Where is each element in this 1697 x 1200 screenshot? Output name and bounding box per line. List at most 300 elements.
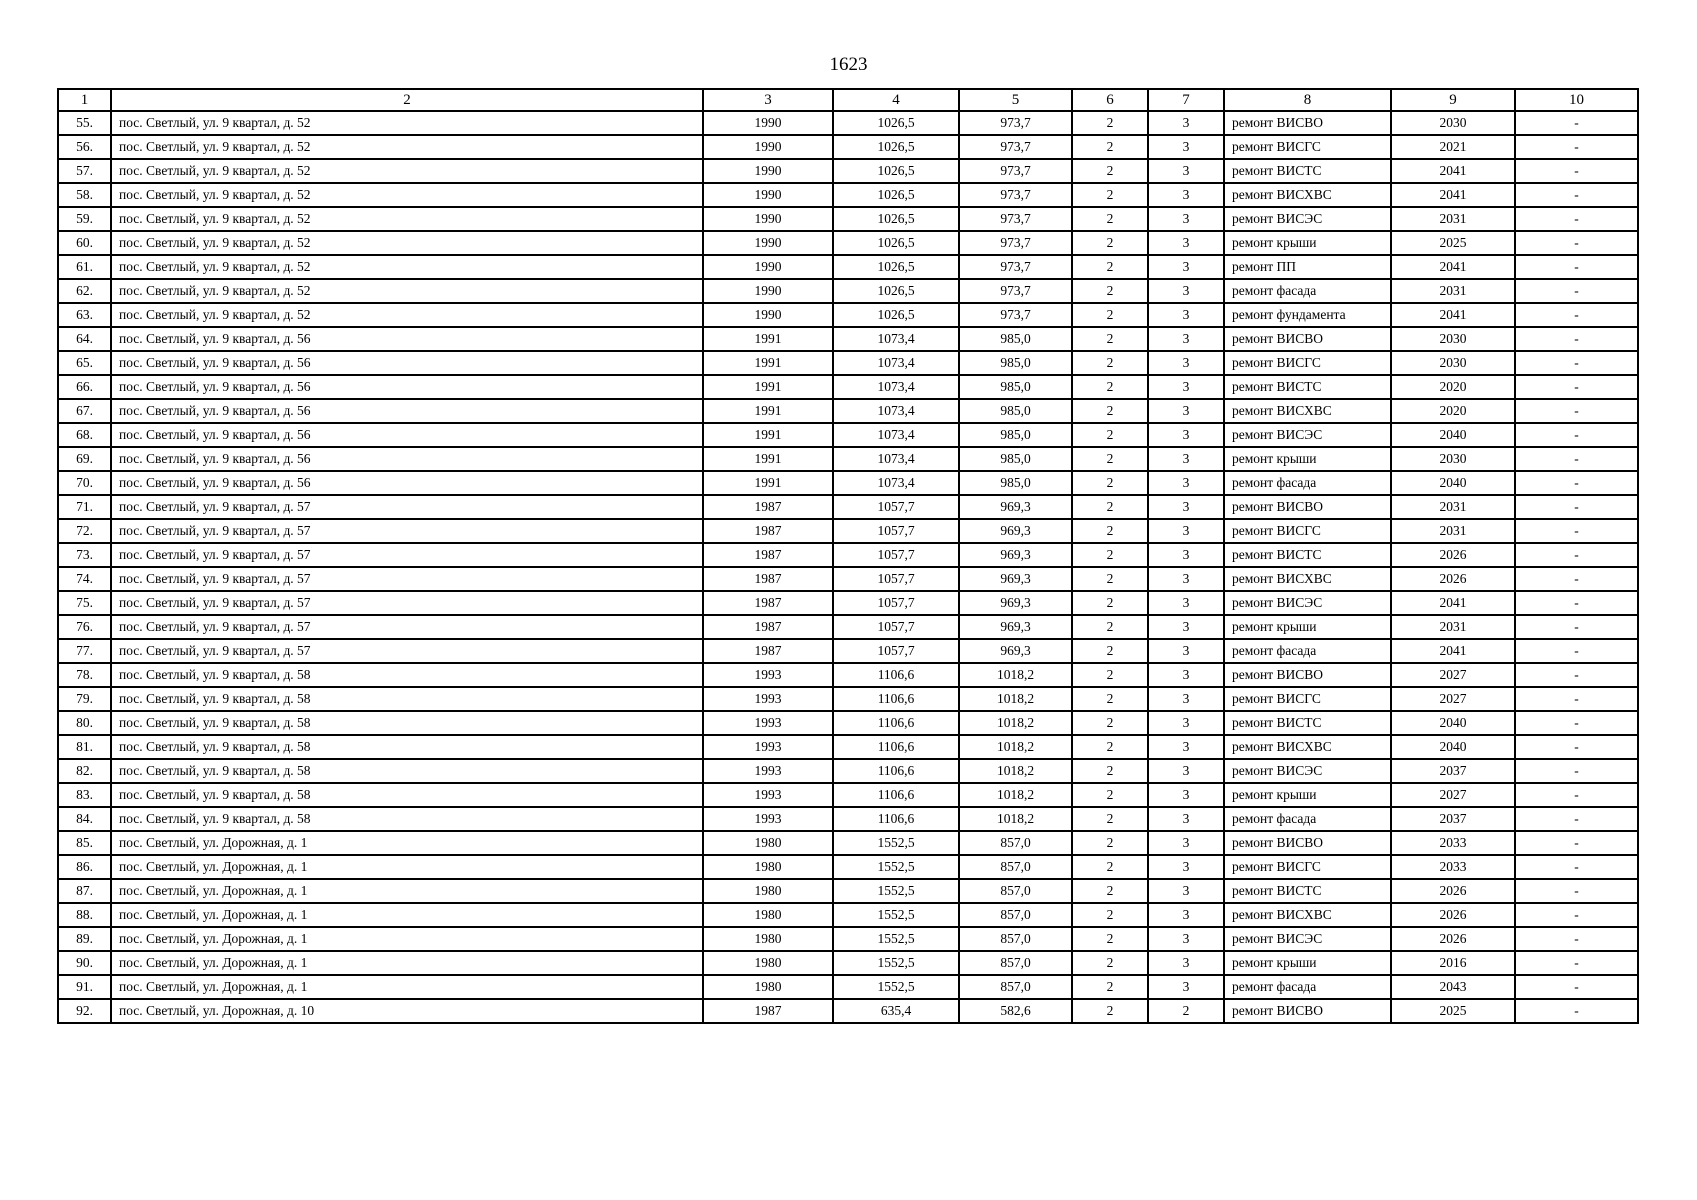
work-type-cell: ремонт ВИСХВС — [1224, 567, 1391, 591]
living-area-cell: 1018,2 — [959, 783, 1072, 807]
address-cell: пос. Светлый, ул. 9 квартал, д. 52 — [111, 231, 703, 255]
row-number-cell: 66. — [58, 375, 111, 399]
col-6-value-cell: 2 — [1072, 855, 1148, 879]
col-7-value-cell: 3 — [1148, 231, 1224, 255]
col-7-value-cell: 3 — [1148, 639, 1224, 663]
total-area-cell: 1073,4 — [833, 423, 959, 447]
total-area-cell: 1552,5 — [833, 855, 959, 879]
address-cell: пос. Светлый, ул. 9 квартал, д. 52 — [111, 111, 703, 135]
col-10-value-cell: - — [1515, 855, 1638, 879]
col-10-value-cell: - — [1515, 279, 1638, 303]
year-built-cell: 1990 — [703, 207, 833, 231]
column-header-1: 1 — [58, 89, 111, 111]
col-10-value-cell: - — [1515, 639, 1638, 663]
col-7-value-cell: 3 — [1148, 255, 1224, 279]
col-10-value-cell: - — [1515, 975, 1638, 999]
planned-year-cell: 2031 — [1391, 519, 1515, 543]
col-7-value-cell: 3 — [1148, 423, 1224, 447]
living-area-cell: 582,6 — [959, 999, 1072, 1023]
address-cell: пос. Светлый, ул. Дорожная, д. 1 — [111, 831, 703, 855]
year-built-cell: 1993 — [703, 783, 833, 807]
living-area-cell: 969,3 — [959, 591, 1072, 615]
year-built-cell: 1993 — [703, 687, 833, 711]
living-area-cell: 973,7 — [959, 135, 1072, 159]
total-area-cell: 1073,4 — [833, 351, 959, 375]
total-area-cell: 1552,5 — [833, 927, 959, 951]
row-number-cell: 63. — [58, 303, 111, 327]
table-row — [58, 687, 1638, 711]
row-number-cell: 65. — [58, 351, 111, 375]
total-area-cell: 1552,5 — [833, 879, 959, 903]
total-area-cell: 1106,6 — [833, 687, 959, 711]
address-cell: пос. Светлый, ул. 9 квартал, д. 52 — [111, 255, 703, 279]
year-built-cell: 1987 — [703, 567, 833, 591]
year-built-cell: 1991 — [703, 351, 833, 375]
living-area-cell: 969,3 — [959, 495, 1072, 519]
address-cell: пос. Светлый, ул. 9 квартал, д. 58 — [111, 711, 703, 735]
table-row — [58, 231, 1638, 255]
col-6-value-cell: 2 — [1072, 903, 1148, 927]
col-6-value-cell: 2 — [1072, 591, 1148, 615]
total-area-cell: 1026,5 — [833, 183, 959, 207]
col-10-value-cell: - — [1515, 543, 1638, 567]
living-area-cell: 973,7 — [959, 207, 1072, 231]
col-7-value-cell: 3 — [1148, 375, 1224, 399]
address-cell: пос. Светлый, ул. Дорожная, д. 10 — [111, 999, 703, 1023]
col-10-value-cell: - — [1515, 831, 1638, 855]
work-type-cell: ремонт ВИСВО — [1224, 495, 1391, 519]
col-10-value-cell: - — [1515, 255, 1638, 279]
total-area-cell: 1552,5 — [833, 951, 959, 975]
year-built-cell: 1993 — [703, 663, 833, 687]
year-built-cell: 1990 — [703, 255, 833, 279]
row-number-cell: 55. — [58, 111, 111, 135]
planned-year-cell: 2031 — [1391, 207, 1515, 231]
planned-year-cell: 2040 — [1391, 471, 1515, 495]
table-row — [58, 303, 1638, 327]
table-row — [58, 711, 1638, 735]
year-built-cell: 1990 — [703, 111, 833, 135]
col-10-value-cell: - — [1515, 687, 1638, 711]
col-10-value-cell: - — [1515, 471, 1638, 495]
living-area-cell: 985,0 — [959, 351, 1072, 375]
work-type-cell: ремонт ВИСВО — [1224, 111, 1391, 135]
col-10-value-cell: - — [1515, 711, 1638, 735]
address-cell: пос. Светлый, ул. 9 квартал, д. 52 — [111, 135, 703, 159]
year-built-cell: 1991 — [703, 423, 833, 447]
living-area-cell: 973,7 — [959, 255, 1072, 279]
total-area-cell: 1026,5 — [833, 279, 959, 303]
year-built-cell: 1990 — [703, 135, 833, 159]
col-6-value-cell: 2 — [1072, 543, 1148, 567]
col-6-value-cell: 2 — [1072, 759, 1148, 783]
address-cell: пос. Светлый, ул. 9 квартал, д. 58 — [111, 783, 703, 807]
year-built-cell: 1980 — [703, 855, 833, 879]
year-built-cell: 1991 — [703, 471, 833, 495]
address-cell: пос. Светлый, ул. Дорожная, д. 1 — [111, 975, 703, 999]
living-area-cell: 973,7 — [959, 159, 1072, 183]
living-area-cell: 985,0 — [959, 447, 1072, 471]
col-7-value-cell: 3 — [1148, 855, 1224, 879]
table-row — [58, 111, 1638, 135]
table-row — [58, 975, 1638, 999]
address-cell: пос. Светлый, ул. 9 квартал, д. 52 — [111, 207, 703, 231]
col-6-value-cell: 2 — [1072, 471, 1148, 495]
col-6-value-cell: 2 — [1072, 735, 1148, 759]
col-6-value-cell: 2 — [1072, 519, 1148, 543]
work-type-cell: ремонт фасада — [1224, 279, 1391, 303]
living-area-cell: 969,3 — [959, 543, 1072, 567]
work-type-cell: ремонт крыши — [1224, 951, 1391, 975]
work-type-cell: ремонт ВИСВО — [1224, 999, 1391, 1023]
col-6-value-cell: 2 — [1072, 711, 1148, 735]
column-header-5: 5 — [959, 89, 1072, 111]
row-number-cell: 79. — [58, 687, 111, 711]
row-number-cell: 88. — [58, 903, 111, 927]
work-type-cell: ремонт фасада — [1224, 807, 1391, 831]
planned-year-cell: 2040 — [1391, 711, 1515, 735]
living-area-cell: 985,0 — [959, 423, 1072, 447]
planned-year-cell: 2030 — [1391, 111, 1515, 135]
table-row — [58, 447, 1638, 471]
work-type-cell: ремонт ВИСГС — [1224, 135, 1391, 159]
living-area-cell: 1018,2 — [959, 735, 1072, 759]
year-built-cell: 1993 — [703, 735, 833, 759]
planned-year-cell: 2025 — [1391, 999, 1515, 1023]
address-cell: пос. Светлый, ул. 9 квартал, д. 56 — [111, 423, 703, 447]
work-type-cell: ремонт ВИСЭС — [1224, 207, 1391, 231]
col-7-value-cell: 3 — [1148, 351, 1224, 375]
row-number-cell: 78. — [58, 663, 111, 687]
col-7-value-cell: 3 — [1148, 783, 1224, 807]
year-built-cell: 1980 — [703, 927, 833, 951]
table-row — [58, 615, 1638, 639]
planned-year-cell: 2026 — [1391, 903, 1515, 927]
col-10-value-cell: - — [1515, 903, 1638, 927]
living-area-cell: 857,0 — [959, 831, 1072, 855]
total-area-cell: 635,4 — [833, 999, 959, 1023]
total-area-cell: 1552,5 — [833, 975, 959, 999]
col-10-value-cell: - — [1515, 303, 1638, 327]
living-area-cell: 973,7 — [959, 303, 1072, 327]
col-6-value-cell: 2 — [1072, 615, 1148, 639]
col-7-value-cell: 3 — [1148, 831, 1224, 855]
address-cell: пос. Светлый, ул. 9 квартал, д. 58 — [111, 759, 703, 783]
address-cell: пос. Светлый, ул. 9 квартал, д. 52 — [111, 303, 703, 327]
work-type-cell: ремонт ВИСГС — [1224, 519, 1391, 543]
col-7-value-cell: 3 — [1148, 495, 1224, 519]
table-row — [58, 999, 1638, 1023]
row-number-cell: 87. — [58, 879, 111, 903]
col-7-value-cell: 3 — [1148, 663, 1224, 687]
address-cell: пос. Светлый, ул. Дорожная, д. 1 — [111, 855, 703, 879]
total-area-cell: 1073,4 — [833, 447, 959, 471]
address-cell: пос. Светлый, ул. 9 квартал, д. 56 — [111, 399, 703, 423]
total-area-cell: 1026,5 — [833, 159, 959, 183]
repair-schedule-table — [57, 88, 1639, 1024]
year-built-cell: 1987 — [703, 543, 833, 567]
row-number-cell: 69. — [58, 447, 111, 471]
col-7-value-cell: 3 — [1148, 903, 1224, 927]
col-10-value-cell: - — [1515, 231, 1638, 255]
planned-year-cell: 2016 — [1391, 951, 1515, 975]
planned-year-cell: 2026 — [1391, 543, 1515, 567]
table-row — [58, 663, 1638, 687]
work-type-cell: ремонт ВИСТС — [1224, 375, 1391, 399]
col-10-value-cell: - — [1515, 135, 1638, 159]
year-built-cell: 1993 — [703, 711, 833, 735]
table-row — [58, 519, 1638, 543]
year-built-cell: 1980 — [703, 831, 833, 855]
table-row — [58, 879, 1638, 903]
total-area-cell: 1106,6 — [833, 759, 959, 783]
col-7-value-cell: 3 — [1148, 159, 1224, 183]
col-6-value-cell: 2 — [1072, 135, 1148, 159]
col-10-value-cell: - — [1515, 351, 1638, 375]
total-area-cell: 1026,5 — [833, 135, 959, 159]
col-10-value-cell: - — [1515, 735, 1638, 759]
col-10-value-cell: - — [1515, 207, 1638, 231]
address-cell: пос. Светлый, ул. 9 квартал, д. 57 — [111, 639, 703, 663]
row-number-cell: 68. — [58, 423, 111, 447]
col-10-value-cell: - — [1515, 159, 1638, 183]
address-cell: пос. Светлый, ул. 9 квартал, д. 58 — [111, 735, 703, 759]
living-area-cell: 969,3 — [959, 639, 1072, 663]
row-number-cell: 58. — [58, 183, 111, 207]
total-area-cell: 1057,7 — [833, 519, 959, 543]
living-area-cell: 1018,2 — [959, 759, 1072, 783]
year-built-cell: 1993 — [703, 759, 833, 783]
col-6-value-cell: 2 — [1072, 279, 1148, 303]
total-area-cell: 1106,6 — [833, 807, 959, 831]
col-7-value-cell: 3 — [1148, 591, 1224, 615]
work-type-cell: ремонт крыши — [1224, 615, 1391, 639]
address-cell: пос. Светлый, ул. 9 квартал, д. 52 — [111, 279, 703, 303]
total-area-cell: 1057,7 — [833, 615, 959, 639]
address-cell: пос. Светлый, ул. 9 квартал, д. 52 — [111, 159, 703, 183]
col-7-value-cell: 3 — [1148, 543, 1224, 567]
year-built-cell: 1987 — [703, 495, 833, 519]
total-area-cell: 1106,6 — [833, 735, 959, 759]
row-number-cell: 62. — [58, 279, 111, 303]
col-6-value-cell: 2 — [1072, 231, 1148, 255]
table-row — [58, 927, 1638, 951]
column-header-6: 6 — [1072, 89, 1148, 111]
col-6-value-cell: 2 — [1072, 831, 1148, 855]
year-built-cell: 1990 — [703, 231, 833, 255]
total-area-cell: 1026,5 — [833, 207, 959, 231]
planned-year-cell: 2043 — [1391, 975, 1515, 999]
planned-year-cell: 2033 — [1391, 855, 1515, 879]
address-cell: пос. Светлый, ул. 9 квартал, д. 57 — [111, 519, 703, 543]
living-area-cell: 857,0 — [959, 879, 1072, 903]
work-type-cell: ремонт ВИСТС — [1224, 711, 1391, 735]
row-number-cell: 84. — [58, 807, 111, 831]
work-type-cell: ремонт крыши — [1224, 447, 1391, 471]
column-header-3: 3 — [703, 89, 833, 111]
planned-year-cell: 2021 — [1391, 135, 1515, 159]
total-area-cell: 1057,7 — [833, 567, 959, 591]
work-type-cell: ремонт ВИСЭС — [1224, 927, 1391, 951]
table-row — [58, 783, 1638, 807]
row-number-cell: 74. — [58, 567, 111, 591]
col-6-value-cell: 2 — [1072, 687, 1148, 711]
work-type-cell: ремонт ВИСГС — [1224, 687, 1391, 711]
planned-year-cell: 2025 — [1391, 231, 1515, 255]
year-built-cell: 1990 — [703, 159, 833, 183]
page-number: 1623 — [829, 54, 868, 75]
table-row — [58, 831, 1638, 855]
total-area-cell: 1026,5 — [833, 303, 959, 327]
work-type-cell: ремонт ВИСГС — [1224, 351, 1391, 375]
living-area-cell: 1018,2 — [959, 687, 1072, 711]
year-built-cell: 1987 — [703, 519, 833, 543]
address-cell: пос. Светлый, ул. 9 квартал, д. 56 — [111, 447, 703, 471]
col-6-value-cell: 2 — [1072, 999, 1148, 1023]
table-row — [58, 207, 1638, 231]
col-6-value-cell: 2 — [1072, 327, 1148, 351]
year-built-cell: 1980 — [703, 879, 833, 903]
total-area-cell: 1106,6 — [833, 783, 959, 807]
column-header-7: 7 — [1148, 89, 1224, 111]
work-type-cell: ремонт ВИСВО — [1224, 663, 1391, 687]
total-area-cell: 1073,4 — [833, 375, 959, 399]
planned-year-cell: 2027 — [1391, 663, 1515, 687]
address-cell: пос. Светлый, ул. 9 квартал, д. 57 — [111, 615, 703, 639]
row-number-cell: 59. — [58, 207, 111, 231]
row-number-cell: 83. — [58, 783, 111, 807]
work-type-cell: ремонт фасада — [1224, 639, 1391, 663]
col-6-value-cell: 2 — [1072, 351, 1148, 375]
total-area-cell: 1073,4 — [833, 399, 959, 423]
col-7-value-cell: 3 — [1148, 207, 1224, 231]
col-7-value-cell: 3 — [1148, 303, 1224, 327]
table-row — [58, 951, 1638, 975]
total-area-cell: 1106,6 — [833, 663, 959, 687]
table-row — [58, 495, 1638, 519]
col-7-value-cell: 3 — [1148, 927, 1224, 951]
col-10-value-cell: - — [1515, 783, 1638, 807]
row-number-cell: 71. — [58, 495, 111, 519]
row-number-cell: 89. — [58, 927, 111, 951]
address-cell: пос. Светлый, ул. 9 квартал, д. 56 — [111, 351, 703, 375]
column-header-2: 2 — [111, 89, 703, 111]
living-area-cell: 969,3 — [959, 519, 1072, 543]
year-built-cell: 1987 — [703, 639, 833, 663]
col-7-value-cell: 3 — [1148, 519, 1224, 543]
living-area-cell: 1018,2 — [959, 711, 1072, 735]
table-row — [58, 135, 1638, 159]
work-type-cell: ремонт ВИСТС — [1224, 159, 1391, 183]
header-row — [58, 89, 1638, 111]
planned-year-cell: 2040 — [1391, 423, 1515, 447]
planned-year-cell: 2026 — [1391, 567, 1515, 591]
living-area-cell: 969,3 — [959, 615, 1072, 639]
work-type-cell: ремонт ВИСЭС — [1224, 759, 1391, 783]
column-header-10: 10 — [1515, 89, 1638, 111]
year-built-cell: 1987 — [703, 591, 833, 615]
col-10-value-cell: - — [1515, 591, 1638, 615]
col-7-value-cell: 3 — [1148, 807, 1224, 831]
living-area-cell: 1018,2 — [959, 807, 1072, 831]
work-type-cell: ремонт ВИСЭС — [1224, 423, 1391, 447]
planned-year-cell: 2041 — [1391, 183, 1515, 207]
col-10-value-cell: - — [1515, 519, 1638, 543]
work-type-cell: ремонт ВИСХВС — [1224, 735, 1391, 759]
col-7-value-cell: 3 — [1148, 111, 1224, 135]
total-area-cell: 1026,5 — [833, 111, 959, 135]
col-7-value-cell: 3 — [1148, 183, 1224, 207]
living-area-cell: 985,0 — [959, 399, 1072, 423]
total-area-cell: 1026,5 — [833, 255, 959, 279]
planned-year-cell: 2020 — [1391, 375, 1515, 399]
col-6-value-cell: 2 — [1072, 423, 1148, 447]
col-6-value-cell: 2 — [1072, 663, 1148, 687]
col-10-value-cell: - — [1515, 399, 1638, 423]
total-area-cell: 1057,7 — [833, 543, 959, 567]
address-cell: пос. Светлый, ул. 9 квартал, д. 52 — [111, 183, 703, 207]
living-area-cell: 857,0 — [959, 927, 1072, 951]
planned-year-cell: 2030 — [1391, 327, 1515, 351]
planned-year-cell: 2026 — [1391, 927, 1515, 951]
address-cell: пос. Светлый, ул. 9 квартал, д. 57 — [111, 591, 703, 615]
address-cell: пос. Светлый, ул. 9 квартал, д. 58 — [111, 663, 703, 687]
row-number-cell: 57. — [58, 159, 111, 183]
planned-year-cell: 2040 — [1391, 735, 1515, 759]
work-type-cell: ремонт ВИСХВС — [1224, 183, 1391, 207]
row-number-cell: 82. — [58, 759, 111, 783]
col-7-value-cell: 3 — [1148, 447, 1224, 471]
row-number-cell: 64. — [58, 327, 111, 351]
column-header-9: 9 — [1391, 89, 1515, 111]
living-area-cell: 973,7 — [959, 111, 1072, 135]
table-row — [58, 327, 1638, 351]
col-6-value-cell: 2 — [1072, 567, 1148, 591]
col-7-value-cell: 3 — [1148, 735, 1224, 759]
living-area-cell: 985,0 — [959, 471, 1072, 495]
living-area-cell: 985,0 — [959, 375, 1072, 399]
col-7-value-cell: 3 — [1148, 567, 1224, 591]
work-type-cell: ремонт ВИСЭС — [1224, 591, 1391, 615]
col-6-value-cell: 2 — [1072, 447, 1148, 471]
planned-year-cell: 2041 — [1391, 639, 1515, 663]
living-area-cell: 985,0 — [959, 327, 1072, 351]
work-type-cell: ремонт ВИСХВС — [1224, 399, 1391, 423]
total-area-cell: 1026,5 — [833, 231, 959, 255]
address-cell: пос. Светлый, ул. 9 квартал, д. 57 — [111, 567, 703, 591]
total-area-cell: 1552,5 — [833, 831, 959, 855]
address-cell: пос. Светлый, ул. Дорожная, д. 1 — [111, 879, 703, 903]
address-cell: пос. Светлый, ул. 9 квартал, д. 56 — [111, 471, 703, 495]
total-area-cell: 1057,7 — [833, 591, 959, 615]
table-row — [58, 375, 1638, 399]
living-area-cell: 857,0 — [959, 903, 1072, 927]
row-number-cell: 91. — [58, 975, 111, 999]
planned-year-cell: 2030 — [1391, 447, 1515, 471]
living-area-cell: 857,0 — [959, 975, 1072, 999]
year-built-cell: 1991 — [703, 399, 833, 423]
table-row — [58, 807, 1638, 831]
table-header — [58, 89, 1638, 111]
living-area-cell: 1018,2 — [959, 663, 1072, 687]
col-7-value-cell: 3 — [1148, 759, 1224, 783]
planned-year-cell: 2020 — [1391, 399, 1515, 423]
planned-year-cell: 2027 — [1391, 783, 1515, 807]
col-10-value-cell: - — [1515, 879, 1638, 903]
col-7-value-cell: 3 — [1148, 711, 1224, 735]
col-6-value-cell: 2 — [1072, 495, 1148, 519]
col-10-value-cell: - — [1515, 615, 1638, 639]
